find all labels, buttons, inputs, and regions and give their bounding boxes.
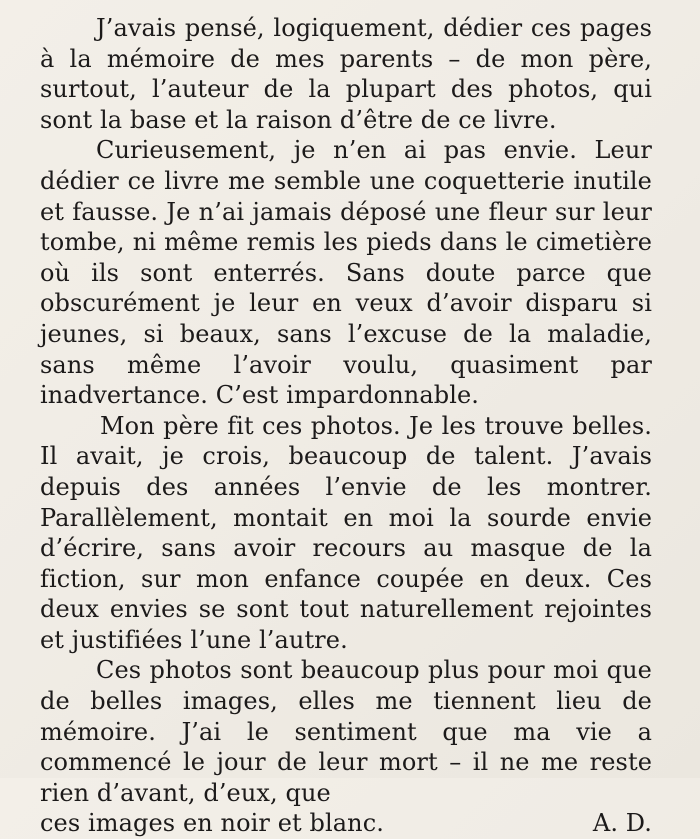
paragraph-4: Ces photos sont beaucoup plus pour moi que de belles images, elles me tiennent lieu de mémoire. J’ai le sentiment que ma vie a commencé le jour de leur mort – il ne me reste rien d’avant, d’eux, que bbox=[40, 656, 652, 807]
paragraph-1: J’avais pensé, logiquement, dédier ces pages à la mémoire de mes parents – de mon père, surtout, l’auteur de la plupart des photos, qui sont la base et la raison d’être de ce livre. bbox=[40, 14, 652, 134]
paragraph-2: Curieusement, je n’en ai pas envie. Leur dédier ce livre me semble une coquetterie inutile et fausse. Je n’ai jamais déposé une fleur sur leur tombe, ni même remis les pieds dans le cimetière où ils sont enterrés. Sans doute parce que obscurément je leur en veux d’avoir disparu si jeunes, si beaux, sans l’excuse de la maladie, sans même l’avoir voulu, quasiment par inadvertance. C’est impardonnable. bbox=[40, 136, 652, 410]
closing-line bbox=[40, 808, 652, 839]
closing-text: ces images en noir et blanc. bbox=[40, 809, 384, 838]
author-initials: A. D. bbox=[592, 809, 652, 838]
paragraph-3: Mon père fit ces photos. Je les trouve belles. Il avait, je crois, beaucoup de talent. J’avais depuis des années l’envie de les montrer. Parallèlement, montait en moi la sourde envie d’écrire, sans avoir recours au masque de la fiction, sur mon enfance coupée en deux. Ces deux envies se sont tout naturellement rejointes et justifiées l’une l’autre. bbox=[40, 411, 652, 654]
